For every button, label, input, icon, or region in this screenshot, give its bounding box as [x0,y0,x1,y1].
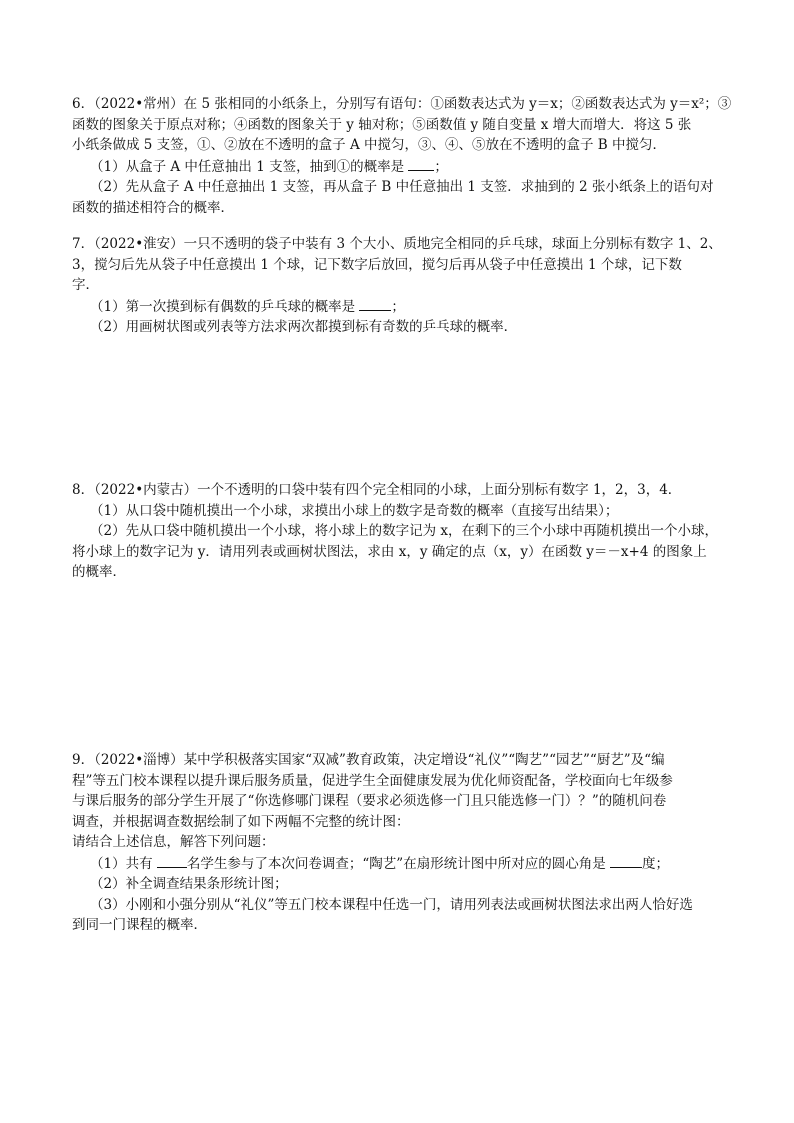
question-7-sub-2: （2）用画树状图或列表等方法求两次都摸到标有奇数的乒乓球的概率． [90,319,518,335]
question-9-line-4: 调查，并根据调查数据绘制了如下两幅不完整的统计图： [72,813,410,830]
question-9-prompt: 请结合上述信息，解答下列问题： [72,834,275,850]
question-6-line-1: 6．（2022•常州）在 5 张相同的小纸条上，分别写有语句：①函数表达式为 y＝x；②函数表达式为 y＝x²；③ [72,96,732,112]
question-9-sub-2: （2）补全调查结果条形统计图； [90,876,288,892]
question-9-sub-1 [72,853,732,875]
question-6-line-3: 小纸条做成 5 支签，①、②放在不透明的盒子 A 中搅匀，③、④、⑤放在不透明的盒子 B 中搅匀． [72,137,667,153]
question-9 [72,750,732,936]
question-9-sub-1-mid: 名学生参与了本次问卷调查；“陶艺”在扇形统计图中所对应的圆心角是 [186,855,606,872]
question-9-sub-1-end: 度； [642,855,669,872]
question-7-line-1: 7．（2022•淮安）一只不透明的袋子中装有 3 个大小、质地完全相同的乒乓球，球面上分别标有数字 1、2、 [72,236,722,252]
question-6-sub-1-text: （1）从盒子 A 中任意抽出 1 支签，抽到①的概率是 [90,158,405,175]
question-8-sub-2-line-1: （2）先从口袋中随机摸出一个小球，将小球上的数字记为 x，在剩下的三个小球中再随机摸出一个小球， [90,523,718,539]
question-9-sub-1-start: （1）共有 [90,855,153,872]
question-6-sub-1 [72,156,732,178]
question-6-sub-2-line-1: （2）先从盒子 A 中任意抽出 1 支签，再从盒子 B 中任意抽出 1 支签．求抽到的 2 张小纸条上的语句对 [90,179,714,195]
answer-blank[interactable] [359,296,391,311]
question-8 [72,480,732,583]
answer-blank[interactable] [408,156,434,171]
question-8-sub-1: （1）从口袋中随机摸出一个小球，求摸出小球上的数字是奇数的概率（直接写出结果）； [90,502,619,519]
question-7-line-2: 3，搅匀后先从袋子中任意摸出 1 个球，记下数字后放回，搅匀后再从袋子中任意摸出 1 个球，记下数 [72,256,682,273]
question-7-line-3: 字． [72,277,99,293]
question-7-sub-1-text: （1）第一次摸到标有偶数的乒乓球的概率是 [90,298,356,315]
question-9-sub-3-line-2: 到同一门课程的概率． [72,917,207,933]
question-6-line-2: 函数的图象关于原点对称；④函数的图象关于 y 轴对称；⑤函数值 y 随自变量 x 增大而增大．将这 5 张 [72,116,692,133]
question-8-line-1: 8．（2022•内蒙古）一个不透明的口袋中装有四个完全相同的小球，上面分别标有数字 1，2，3，4． [72,482,682,498]
answer-blank-angle[interactable] [610,853,642,868]
question-8-sub-2-line-3: 的概率． [72,564,126,580]
question-6-sub-2-line-2: 函数的描述相符合的概率． [72,199,234,216]
question-9-line-1: 9．（2022•淄博）某中学积极落实国家“双减”教育政策，决定增设“礼仪”“陶艺”“园艺”“厨艺”及“编 [72,752,665,768]
question-9-line-2: 程”等五门校本课程以提升课后服务质量，促进学生全面健康发展为优化师资配备，学校面向七年级参 [72,772,673,789]
question-9-line-3: 与课后服务的部分学生开展了“你选修哪门课程（要求必须选修一门且只能选修一门）？”的随机问卷 [72,793,667,809]
question-8-sub-2-line-2: 将小球上的数字记为 y．请用列表或画树状图法，求由 x，y 确定的点（x，y）在函数 y＝－x+4 的图象上 [72,543,707,560]
question-7-sub-1 [72,296,732,318]
question-6 [72,94,732,218]
question-7-sub-1-end: ； [391,298,405,315]
question-7 [72,234,732,338]
question-9-sub-3-line-1: （3）小刚和小强分别从“礼仪”等五门校本课程中任选一门，请用列表法或画树状图法求出两人恰好选 [90,896,693,913]
question-6-sub-1-end: ； [434,158,448,175]
answer-blank-count[interactable] [157,853,187,868]
